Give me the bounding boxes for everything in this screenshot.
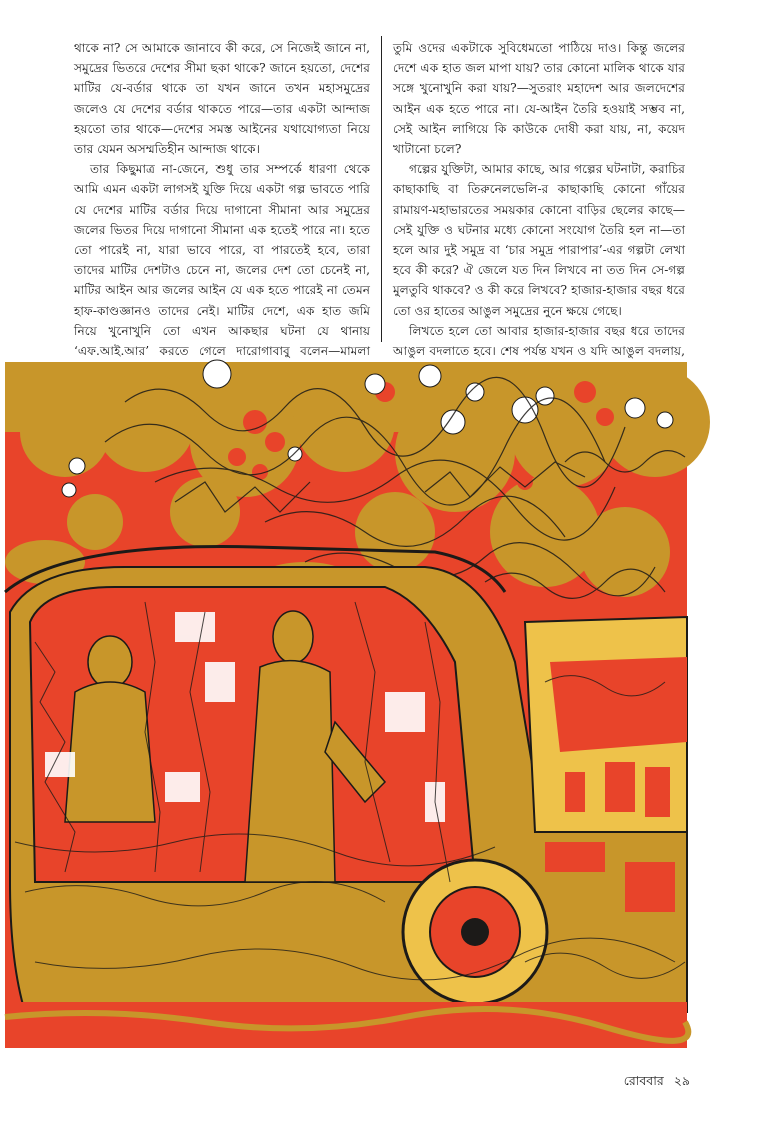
page-footer (618, 1073, 690, 1093)
left-text-column (74, 38, 370, 359)
paragraph: থাকে না? সে আমাকে জানাবে কী করে, সে নিজেই জানে না, সমুদ্রের ভিতরে দেশের সীমা ছকা থাকে? জানে হয়তো, দেশের মাটির যে-বর্ডার থাকে তা যখন জানে তখন মহাসমুদ্রের জলেও যে দেশের বর্ডার থাকতে পারে—তার একটা আন্দাজ হয়তো তার থাকে—দেশের সমস্ত আইনের যথাযোগ্যতা নিয়ে তার যেমন অসম্মতিহীন আন্দাজ থাকে। (74, 41, 370, 157)
page-number: ২৯ (673, 1073, 690, 1088)
illustration-canvas (5, 362, 687, 1048)
auto-rickshaw-illustration (5, 362, 687, 1048)
column-divider (381, 36, 382, 342)
paragraph: তুমি ওদের একটাকে সুবিধেমতো পাঠিয়ে দাও। কিন্তু জলের দেশে এক হাত জল মাপা যায়? তার কোনো মালিক থাকে যার সঙ্গে খুনোখুনি করা যায়?—সুতরাং মহাদেশ আর জলদেশের আইন এক হতে পারে না। যে-আইন তৈরি হওয়াই সম্ভব না, সেই আইন লাগিয়ে কি কাউকে দোষী করা যায়, না, কয়েদ খাটানো চলে? (393, 41, 685, 157)
paragraph: লিখতে হলে তো আবার হাজার-হাজার বছর ধরে তাদের আঙুল বদলাতে হবে। শেষ পর্যন্ত যখন ও যদি আঙুল বদলায়, (393, 323, 685, 359)
magazine-name: রোববার (623, 1073, 664, 1088)
right-text-column (393, 38, 685, 359)
paragraph: গল্পের যুক্তিটা, আমার কাছে, আর গল্পের ঘটনাটা, করাচির কাছাকাছি বা তিরুনেলভেলি-র কাছাকাছি কোনো গাঁয়ের রামায়ণ-মহাভারতের সময়কার কোনো বাড়ির ছেলের কাছে—সেই যুক্তি ও ঘটনার মধ্যে কোনো সংযোগ তৈরি হল না—তা হলে আর দুই সমুদ্র বা ‘চার সমুদ্র পারাপার’-এর গল্পটা লেখা হবে কী করে? ঐ জেলে যত দিন লিখবে না তত দিন সে-গল্প মুলতুবি থাকবে? ও কী করে লিখবে? হাজার-হাজার বছর ধরে তো ওর হাতের আঙুল সমুদ্রের নুনে ক্ষয়ে গেছে। (393, 162, 685, 318)
paragraph: তার কিছুমাত্র না-জেনে, শুধু তার সম্পর্কে ধারণা থেকে আমি এমন একটা লাগসই যুক্তি দিয়ে একটা গল্প ভাবতে পারি যে দেশের মাটির বর্ডার দিয়ে দাগানো সীমানা আর সমুদ্রের জলের ভিতর দিয়ে দাগানো সীমানা এক হতেই পারে না। হতে তো পারেই না, যারা ভাবে পারে, বা পারতেই হবে, তারা তাদের মাটির দেশটাও চেনে না, জলের দেশ তো চেনেই না, মাটির আইন আর জলের আইন যে এক হতে পারেই না তেমন হাফ-কাণ্ডজ্ঞানও তাদের নেই। মাটির দেশে, এক হাত জমি নিয়ে খুনোখুনি তো এখন আকছার ঘটনা যে থানায় ‘এফ.আই.আর’ করতে গেলে দারোগাবাবু বলেন—মামলা (74, 162, 370, 359)
